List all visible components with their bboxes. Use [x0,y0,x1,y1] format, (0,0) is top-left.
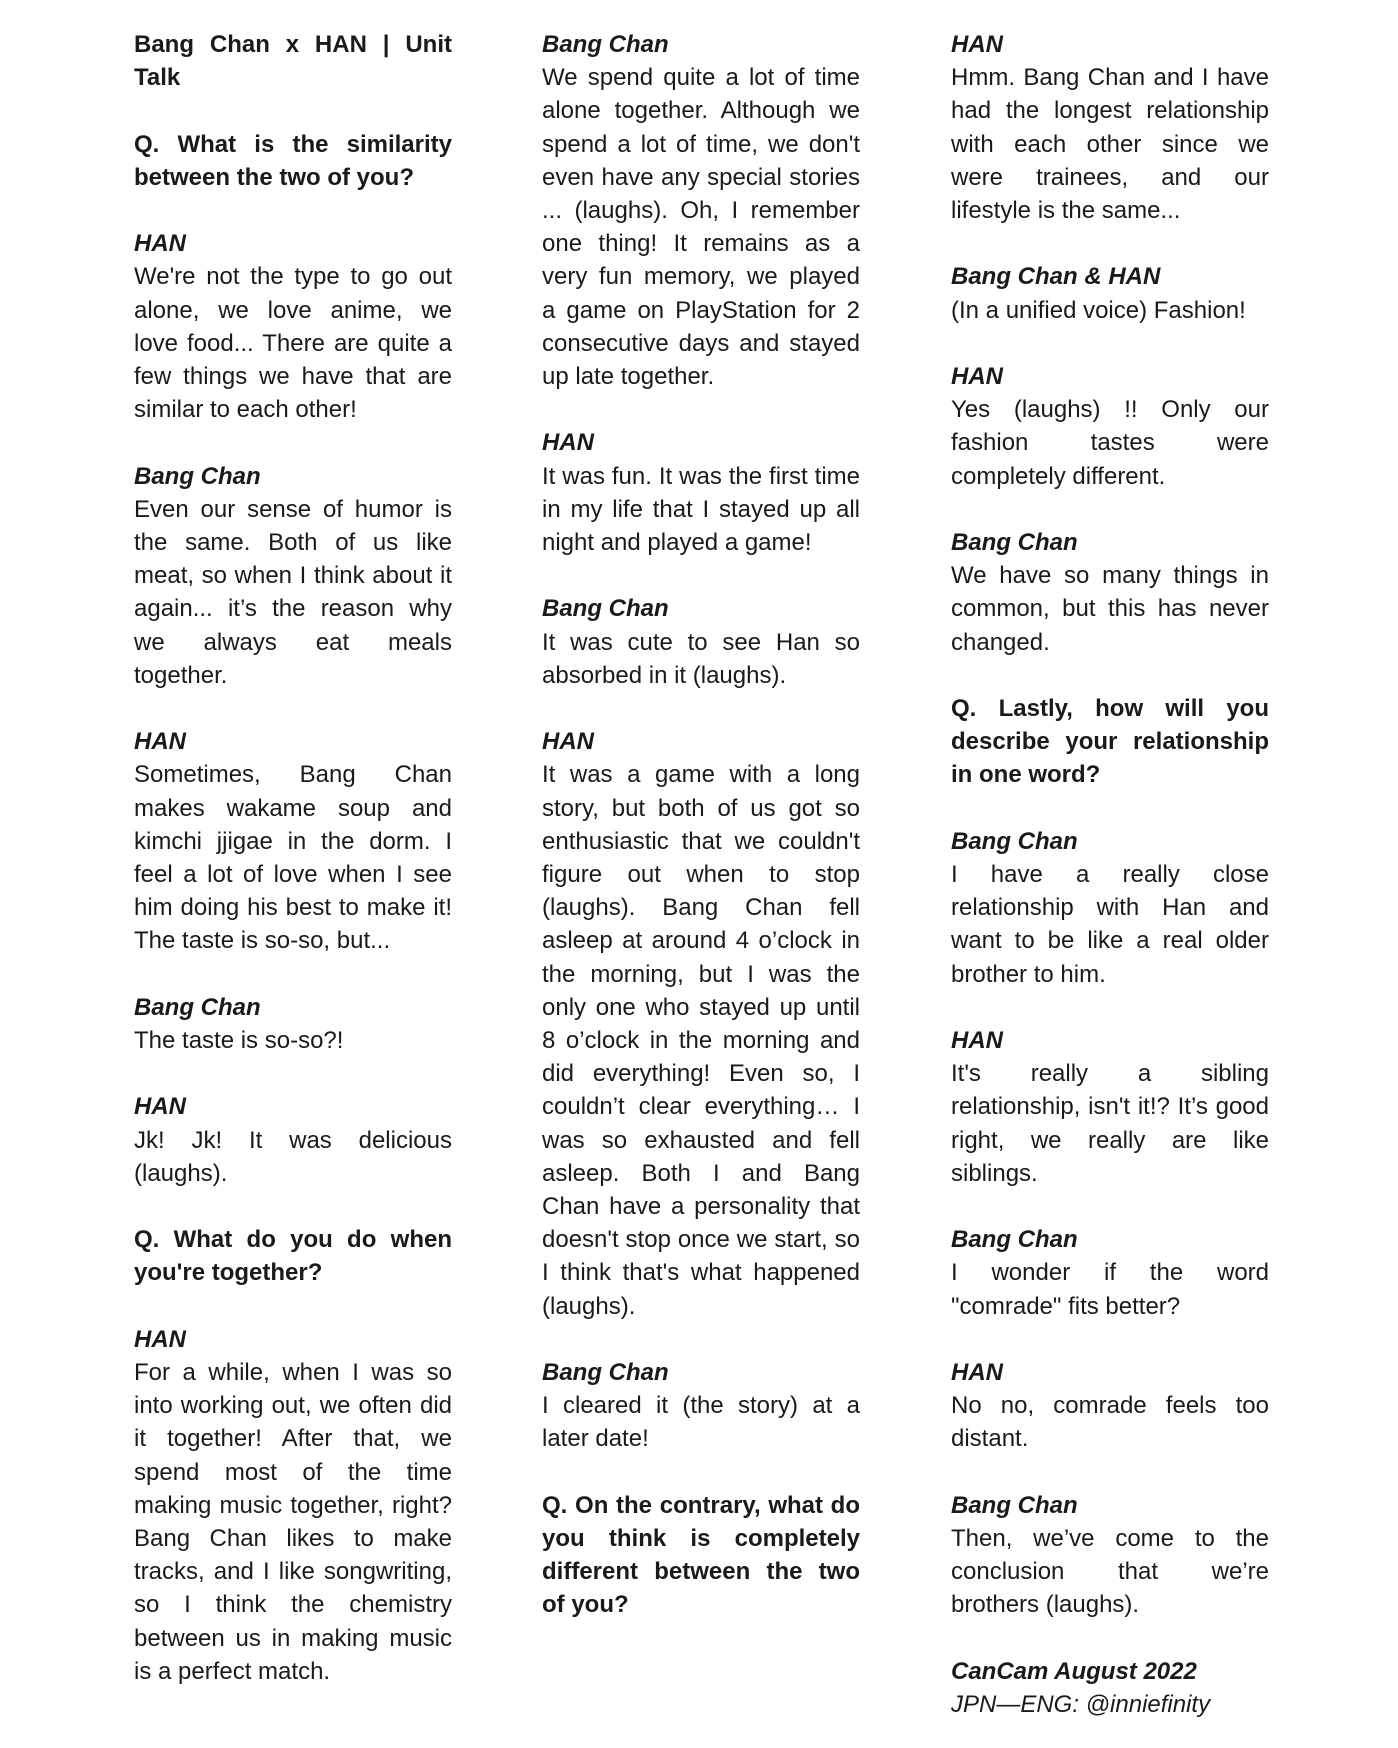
speaker-name: HAN [134,230,186,258]
interview-question: Q. What do you do when you're together? [134,1226,452,1287]
dialogue-text: Yes (laughs) !! Only our fashion tastes were completely different. [951,396,1269,490]
speaker-name: Bang Chan [542,1359,669,1387]
dialogue-text: Even our sense of humor is the same. Both of us like meat, so when I think about it again... it’s the reason why we always eat meals together. [134,495,452,689]
dialogue-text: It was fun. It was the first time in my life that I stayed up all night and played a game! [542,462,860,557]
dialogue-text: We have so many things in common, but this has never changed. [951,562,1269,656]
interview-question: Q. On the contrary, what do you think is completely different between the two of you? [542,1491,860,1619]
dialogue-text: It was cute to see Han so absorbed in it (laughs). [542,628,860,689]
column-left [134,28,452,1721]
column-middle [542,28,860,1655]
speaker-name: HAN [134,1325,186,1353]
dialogue-entry [951,1356,1269,1456]
speaker-name: Bang Chan [134,993,261,1021]
speaker-name: HAN [134,728,186,756]
dialogue-entry [951,1489,1269,1622]
dialogue-entry [134,1090,452,1190]
speaker-name: Bang Chan [951,529,1078,556]
speaker-name: Bang Chan [951,1226,1078,1254]
interview-question: Q. Lastly, how will you describe your relationship in one word? [951,695,1269,789]
source-line: CanCam August 2022 [951,1657,1197,1685]
dialogue-text: It was a game with a long story, but both of us got so enthusiastic that we couldn't figure out when to stop (laughs). Bang Chan fell asleep at around 4 o’clock in the morning, but I was the only one who stayed up until 8 o’clock in the morning and did everything! Even so, I couldn’t clear everything… I was so exhausted and fell asleep. Both I and Bang Chan have a personality that doesn't stop once we start, so I think that's what happened (laughs). [542,761,860,1320]
speaker-name: Bang Chan [542,31,669,58]
dialogue-entry [951,260,1269,326]
speaker-name: Bang Chan [951,1491,1078,1519]
dialogue-text: Then, we’ve come to the conclusion that we’re brothers (laughs). [951,1525,1269,1619]
dialogue-entry [542,725,860,1323]
dialogue-entry [134,991,452,1057]
dialogue-entry [134,460,452,692]
dialogue-entry [951,526,1269,659]
dialogue-entry [951,360,1269,493]
dialogue-text: We spend quite a lot of time alone together. Although we spend a lot of time, we don't even have any special stories ... (laughs). Oh, I remember one thing! It remains as a very fun memory, we played a game on PlayStation for 2 consecutive days and stayed up late together. [542,64,860,391]
dialogue-entry [542,1356,860,1456]
dialogue-entry [951,1223,1269,1323]
interview-question: Q. What is the similarity between the two of you? [134,130,452,191]
translation-credit: JPN—ENG: @inniefinity [951,1691,1211,1718]
dialogue-entry [542,426,860,559]
speaker-name: HAN [951,1359,1003,1386]
speaker-name: HAN [951,31,1003,58]
speaker-name: Bang Chan [542,595,669,623]
source-credit-block [951,1655,1269,1721]
speaker-name: Bang Chan & HAN [951,263,1161,291]
dialogue-text: It's really a sibling relationship, isn't it!? It’s good right, we really are like siblings. [951,1060,1269,1187]
dialogue-text: (In a unified voice) Fashion! [951,296,1246,324]
dialogue-text: For a while, when I was so into working out, we often did it together! After that, we spend most of the time making music together, right? Bang Chan likes to make tracks, and I like songwriting, so I think the chemistry between us in making music is a perfect match. [134,1359,452,1685]
dialogue-entry [951,825,1269,991]
speaker-name: HAN [951,1027,1003,1054]
dialogue-text: I cleared it (the story) at a later date! [542,1392,860,1453]
speaker-name: HAN [951,363,1003,390]
speaker-name: HAN [542,429,594,457]
dialogue-entry [134,227,452,426]
speaker-name: Bang Chan [951,827,1078,855]
dialogue-entry [951,1024,1269,1190]
dialogue-entry [134,725,452,957]
dialogue-text: We're not the type to go out alone, we love anime, we love food... There are quite a few things we have that are similar to each other! [134,263,452,424]
dialogue-text: Jk! Jk! It was delicious (laughs). [134,1126,452,1187]
dialogue-text: I wonder if the word "comrade" fits better? [951,1259,1269,1320]
speaker-name: HAN [542,728,594,756]
dialogue-text: Hmm. Bang Chan and I have had the longest relationship with each other since we were trainees, and our lifestyle is the same... [951,64,1269,225]
document-title: Bang Chan x HAN | Unit Talk [134,31,452,92]
column-right [951,28,1269,1721]
dialogue-text: The taste is so-so?! [134,1027,344,1055]
speaker-name: HAN [134,1093,186,1121]
dialogue-entry [951,28,1269,227]
dialogue-entry [542,28,860,393]
dialogue-entry [542,592,860,692]
dialogue-text: Sometimes, Bang Chan makes wakame soup and kimchi jjigae in the dorm. I feel a lot of love when I see him doing his best to make it! The taste is so-so, but... [134,761,452,955]
dialogue-text: I have a really close relationship with Han and want to be like a real older brother to him. [951,861,1269,988]
dialogue-entry [134,1323,452,1688]
dialogue-text: No no, comrade feels too distant. [951,1392,1269,1453]
speaker-name: Bang Chan [134,462,261,490]
